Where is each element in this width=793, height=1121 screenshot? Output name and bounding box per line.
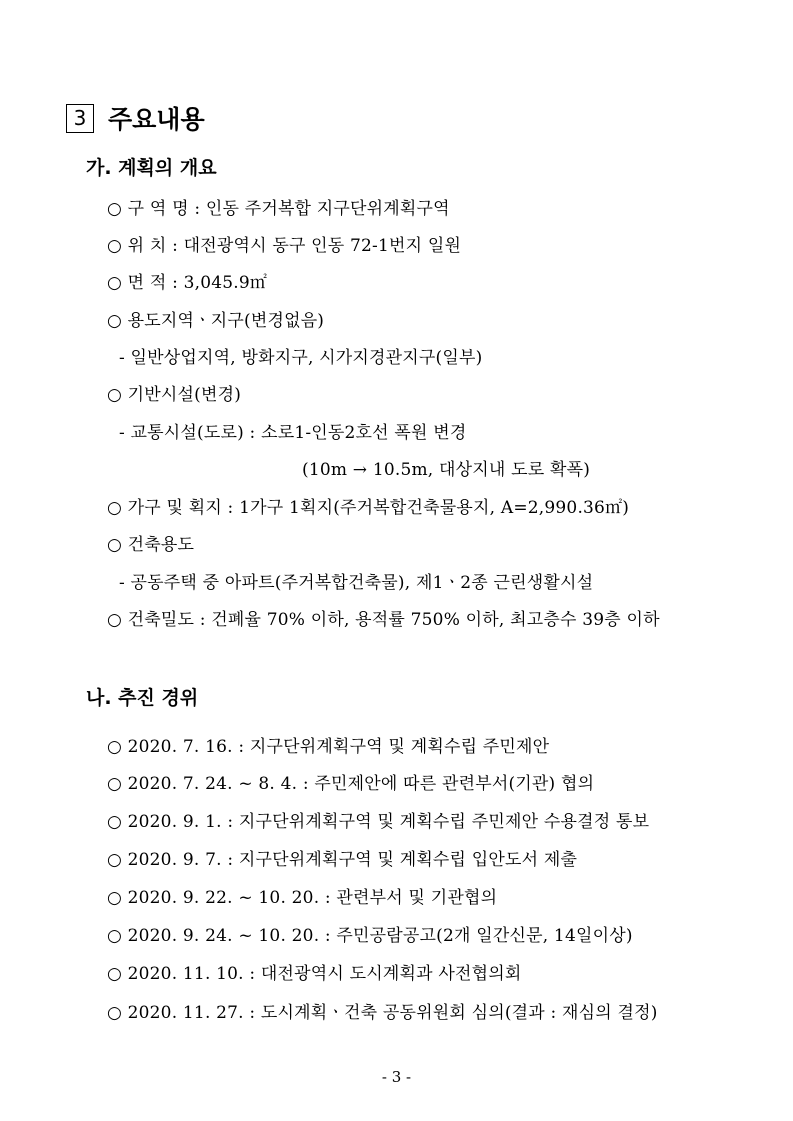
history-item: ○ 2020. 7. 16. : 지구단위계획구역 및 계획수립 주민제안 [107,737,550,757]
history-item: ○ 2020. 9. 24. ~ 10. 20. : 주민공람공고(2개 일간신문, 14일이상) [107,926,633,946]
overview-item: ○ 건축용도 [107,535,195,555]
overview-subitem: - 일반상업지역, 방화지구, 시가지경관지구(일부) [119,348,483,368]
history-item: ○ 2020. 11. 27. : 도시계획ㆍ건축 공동위원회 심의(결과 : 재심의 결정) [107,1003,658,1023]
section-heading [66,100,205,136]
history-item: ○ 2020. 9. 7. : 지구단위계획구역 및 계획수립 입안도서 제출 [107,850,578,870]
overview-item: ○ 용도지역ㆍ지구(변경없음) [107,311,325,331]
overview-subitem: - 교통시설(도로) : 소로1-인동2호선 폭원 변경 [119,423,467,443]
overview-item: ○ 위 치 : 대전광역시 동구 인동 72-1번지 일원 [107,236,462,256]
section-number-box: 3 [66,104,94,133]
history-item: ○ 2020. 9. 22. ~ 10. 20. : 관련부서 및 기관협의 [107,888,498,908]
history-item: ○ 2020. 9. 1. : 지구단위계획구역 및 계획수립 주민제안 수용결정 통보 [107,812,650,832]
page-number: - 3 - [381,1068,412,1086]
history-heading: 나. 추진 경위 [86,687,199,709]
overview-item: ○ 가구 및 획지 : 1가구 1획지(주거복합건축물용지, A=2,990.36㎡) [107,498,630,518]
section-title: 주요내용 [108,105,205,134]
overview-heading: 가. 계획의 개요 [86,157,217,179]
overview-item: ○ 면 적 : 3,045.9㎡ [107,273,268,293]
history-item: ○ 2020. 11. 10. : 대전광역시 도시계획과 사전협의회 [107,964,522,984]
history-item: ○ 2020. 7. 24. ~ 8. 4. : 주민제안에 따른 관련부서(기관) 협의 [107,774,595,794]
overview-item: ○ 기반시설(변경) [107,385,242,405]
overview-subitem: - 공동주택 중 아파트(주거복합건축물), 제1ㆍ2종 근린생활시설 [119,573,594,593]
overview-subitem-continued: (10m → 10.5m, 대상지내 도로 확폭) [302,460,591,480]
overview-item: ○ 건축밀도 : 건폐율 70% 이하, 용적률 750% 이하, 최고층수 39층 이하 [107,610,660,630]
overview-item: ○ 구 역 명 : 인동 주거복합 지구단위계획구역 [107,199,450,219]
